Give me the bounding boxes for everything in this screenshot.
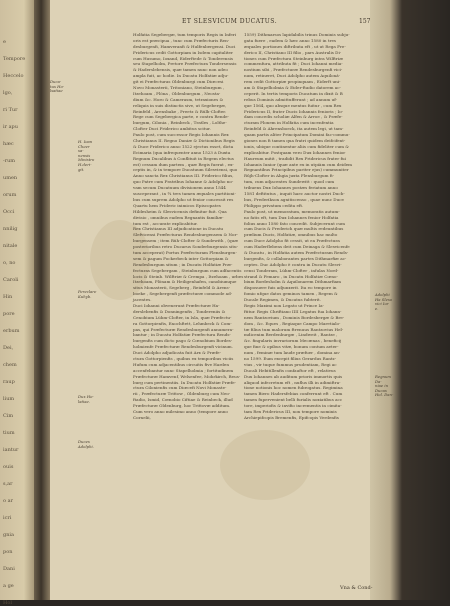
paper-stain bbox=[220, 430, 310, 500]
margin-note-line: H. Ioan bbox=[78, 139, 93, 144]
left-page-fragment: s,ar bbox=[3, 481, 13, 487]
text-line: derslebenfis & Donningenfis , Tondereniis & bbox=[133, 308, 226, 314]
text-line: Hufum cum adjacentibus circuitis five Harden bbox=[133, 361, 229, 367]
left-page-fragment: Tempore bbox=[3, 56, 26, 62]
text-line: bantur ; in Ducatu Holfatiæ Præfectura Rends- bbox=[133, 332, 231, 338]
text-line: rii , Præfecturæ Trittow , Oldenburg cum Neo- bbox=[133, 391, 231, 397]
text-line: accenfebantur nunc Stapelholmia ; fortitudinem bbox=[133, 367, 234, 373]
text-line: no fatis eft, tum Dux Iohannes fenior Holfatia bbox=[244, 214, 339, 220]
left-page-fragment: o, no bbox=[3, 260, 16, 266]
text-line: jacentes. bbox=[133, 297, 152, 303]
text-line: holmienfe Præfecturæ Rendesburgenfi vicinum. bbox=[133, 344, 233, 350]
text-line: & Haderslebensis, quæ tamen nunc non adeo bbox=[133, 67, 228, 73]
text-line: tam Rex Fridericus III, non tempore nominis bbox=[244, 409, 337, 414]
left-page-fragment: orum bbox=[3, 192, 17, 198]
text-line: cum Husumo, Ioxand, Eiderftede & Tonderensis bbox=[133, 55, 233, 61]
text-line: reliquis in suis distinctis sive, ut Segebergæ, bbox=[133, 102, 227, 108]
text-line: Rûjh-Clofter in Ahgia juxta Flensburgum fi- bbox=[244, 173, 334, 179]
margin-note bbox=[50, 80, 72, 94]
book-gutter bbox=[34, 0, 50, 600]
text-line: 1581 deftitutus , inquit haec auctor nostri Ducb- bbox=[244, 191, 345, 197]
text-line: Reinfeld & Ahrensboeck, ita autem legi, ut tam- bbox=[244, 126, 344, 132]
text-line: derico II, Christiano III filio , pars Australis Di- bbox=[244, 49, 342, 55]
text-line: tiones cum Præfectura Steinburg intra Wilftriæ bbox=[244, 55, 344, 61]
text-line: Ducale Regimen, & Ducatus fubterit. bbox=[244, 297, 321, 303]
text-line: Præfecturæ Oldenburg, hoc Trittovæ additum. bbox=[133, 403, 231, 409]
text-line: quo Patre cum Fratribus Iohanne & Adolpho no- bbox=[133, 179, 234, 185]
text-line: Rege cum Segebergica parte, e contra Rende- bbox=[133, 114, 229, 120]
text-line: cum Ducis & Frederich quæ multis redeuntibus bbox=[244, 226, 344, 232]
margin-note-line: Duces bbox=[78, 439, 90, 444]
text-line: vam secum Ducatuum divisionem anno 1544 bbox=[133, 185, 226, 191]
margin-note-line: Adolphi. bbox=[78, 443, 94, 449]
text-line: cum Haderflebens deit cum Deinaga & Slesvicenfe bbox=[244, 244, 350, 250]
margin-note-line: Kuhyb. bbox=[78, 293, 92, 299]
text-line: mdicenim Berdenburgæ , Lindweit , Rantze , bbox=[244, 332, 338, 338]
text-line: ceperit. In tertis temporis Ducatum in dixit & B bbox=[244, 90, 343, 96]
margin-note bbox=[78, 140, 100, 172]
text-line: gata fuere , eadem & hæc anno 1580 in tres bbox=[244, 37, 336, 43]
left-page-fragment: umen bbox=[3, 175, 18, 181]
left-page-fragment: Hol bbox=[3, 600, 12, 606]
text-line: Christianus II. Regno Daniæ & Dictionibus Regis bbox=[133, 138, 235, 144]
text-line: & Ducatu , in Holfatia autem Præfecturam Rends- bbox=[244, 249, 349, 255]
left-page-fragment: Cim bbox=[3, 413, 14, 419]
text-line: cturam Plonem in Holfatia cum incenfentia bbox=[244, 120, 334, 126]
text-line: fecturas Segebergam , Steinburgum cum adfacentis bbox=[133, 267, 242, 273]
text-line: Holfatia Segebergæ, tum temporis Regis in Inferi bbox=[133, 32, 237, 37]
text-line: pas, qui Præfecturæ Rendesburgenfi annumera- bbox=[133, 326, 234, 332]
text-line: burgensem ; item Rüh-Clofter & Sundewith , (quæ bbox=[133, 238, 239, 244]
left-page-fragment: raup bbox=[3, 379, 15, 385]
text-line: tum est , accurate explicabitur. bbox=[133, 220, 198, 226]
text-line: nostium sibi , Præfecturæ Rendesburgenfi vici- bbox=[244, 67, 343, 73]
text-line: burgenfis, & collaborantes partes Dithmarfiæ ac- bbox=[244, 255, 347, 261]
text-line: bus, Frederikson agnitiscenso , quae nunc Duce bbox=[244, 196, 344, 202]
text-line: prælium Ducis, Holfatiæ, omnibus hac multo bbox=[244, 232, 338, 238]
text-line: ampla fuit, ac hodie. In Ducatu Holfatiæ adju- bbox=[133, 73, 229, 79]
text-line: ceptis in, & in tempore Ducatuum Silesviensi, quo bbox=[133, 167, 238, 173]
text-line: Rendesburgum situm ; in Ducatu Holfatiæ Præ- bbox=[133, 261, 233, 267]
text-line: Duci Iohanni obvenerunt Præfecturæ Ha- bbox=[133, 302, 220, 308]
margin-note-line: latiae. bbox=[78, 398, 90, 404]
left-page-fragment: -rum bbox=[3, 158, 16, 164]
text-line: Iohannis Iunior (quæ ante ex in utpiàm cum deidem bbox=[244, 161, 353, 167]
text-line: disposuere fuis adjunxerit. Ita eo tempore in bbox=[244, 285, 337, 291]
left-page-fragment: a ge bbox=[3, 583, 14, 589]
left-page-fragment: pore bbox=[3, 311, 15, 317]
margin-note-line: Ha Sleso bbox=[375, 296, 393, 302]
text-line: explicabitur. Postquam vero Dux Iohannes fenior bbox=[244, 149, 346, 155]
text-line: dom , &c. Eques , Regiaque Campo Maretialo- bbox=[244, 320, 341, 326]
text-line: locis & Steinb. Wilftriæ & Crempa , Itzehoam , urbes bbox=[133, 273, 244, 279]
text-line: Regnantibus Principibus pariter ejus) cummuniter bbox=[244, 167, 349, 173]
left-page-fragment: Dani bbox=[3, 566, 15, 572]
catchword: Vna & Cond- bbox=[340, 585, 373, 591]
text-column-right bbox=[244, 32, 354, 421]
text-line: Duci Adolpho adjudicata fuit Arx & Præfe- bbox=[133, 350, 221, 356]
text-line: am & Stapelholmia & Eider-ftadio datorem ac- bbox=[244, 85, 341, 91]
text-line: bus cum suprem Adolpho ut fenior concessit res bbox=[133, 196, 234, 202]
left-page-fragment: hæc bbox=[3, 141, 14, 147]
text-line: burg cum pertinentiis. In Ducatu Holfatiæ Præfe- bbox=[133, 379, 236, 385]
text-line: rebus Dominis admittufferunt ; ad annum uf- bbox=[244, 96, 337, 102]
text-line: cum Duce Adolpho fit cessit, ut ea Præfectura bbox=[244, 238, 340, 244]
text-line: aliquod infecretum eft , nuflus illi in adimiftra- bbox=[244, 379, 341, 385]
text-line: git ei Præfecturas Oldenburgi cum Diœcesi bbox=[133, 79, 224, 85]
margin-note-line: Adolphi bbox=[375, 292, 390, 297]
text-line: sem & pagum Fockerbeck inter Gottorpiam & bbox=[133, 255, 229, 261]
text-line: num , feminæ tum laude præfuer , domina an- bbox=[244, 350, 341, 356]
text-line: Rex Christianus III adjudicatione in Ducatu bbox=[133, 226, 224, 232]
text-line: ftadio, Ismid, Cœnobio Ciftiae & Reinbeck, illud bbox=[133, 397, 233, 403]
text-line: quam partis aliter Principatum Domini fac-commu- bbox=[244, 132, 350, 138]
text-line: Fridericus II, frater Ducis Iohannis fenioris ; Io- bbox=[244, 108, 344, 114]
text-line: tum, cum adjacentes Sundewitt : quod cum bbox=[244, 179, 335, 185]
text-line: tamen Biero Hadersfebias conferrunt eft . Cum bbox=[244, 391, 343, 397]
margin-note-line: sa- bbox=[78, 148, 84, 154]
left-page-fragment: icri bbox=[3, 515, 12, 521]
text-line: oris est præcipua , tunc cum Præfecturis Ren- bbox=[133, 37, 230, 43]
text-line: ctura Cilonienfis cum Diœcefi Novi Monaste- bbox=[133, 385, 227, 391]
text-line: Haureum mitit , tradidit Rex Fridericus frater fui bbox=[244, 155, 346, 161]
left-page-fragment: ir apu bbox=[3, 124, 18, 130]
text-line: tione notionis hoc nomen fubrogatus. Regimina bbox=[244, 385, 343, 391]
text-line: susceperant , in ¾ tres tamen æquales partitioni- bbox=[133, 191, 236, 197]
left-page-fragment: Dei, bbox=[3, 345, 14, 351]
text-line: Ducali Hebitillenfis confauftor eft , relativus bbox=[244, 367, 336, 373]
margin-note-line: git. bbox=[78, 166, 85, 172]
text-line: boeke , Segebergenfi præfecturæ commode ad- bbox=[133, 291, 233, 297]
text-line: Cornelii, bbox=[133, 414, 151, 420]
text-line: Philippo privatum cedita eft. bbox=[244, 202, 304, 208]
text-line: Reinfeld , Arensbake , Preetz & Rülh-Clofter. bbox=[133, 108, 227, 114]
text-line: Itzehoam, Plönam & Heiligenhafen, canobiumque bbox=[133, 279, 237, 285]
text-line: æquales portiones diftributa eft , ut ut Rega Fre- bbox=[244, 43, 346, 49]
text-line: strand & Femaro , in Ducatu Holfatiæ Cœno- bbox=[244, 273, 338, 279]
left-page-fragment: ri Tur bbox=[3, 107, 18, 113]
left-page-fragment: o ar bbox=[3, 498, 13, 504]
text-line: folius anno 1580 fato concedit. Subjecerunt cum bbox=[244, 220, 345, 226]
margin-note-line: Duca- bbox=[50, 79, 62, 84]
margin-note-line: niae in Ducas bbox=[375, 383, 389, 393]
text-line: divisio , omnibus eadem Regnantis familiæ- bbox=[133, 214, 224, 220]
text-line: bium Bordesholm & Aquilonarem Dithmarfiam bbox=[244, 279, 342, 285]
margin-note-line: Dux Ho- bbox=[78, 394, 94, 399]
text-line: ftitur. Regis Chriftiano IIII Legatus fua Iohann- bbox=[244, 308, 342, 314]
text-line: burgum, Cilonia , Reinbeck , Tratles , Lolthe- bbox=[133, 120, 227, 126]
running-head: ET SLESVICUM DUCATUS. bbox=[182, 18, 278, 25]
text-line: censi Tonderam, Lühm-Clofter , infulas Nord- bbox=[244, 267, 339, 273]
margin-note-line: e. bbox=[375, 305, 379, 311]
text-line: Paulo post, cum successor Regis Iohannis Rex bbox=[133, 132, 229, 138]
left-page bbox=[0, 0, 34, 606]
left-page-fragment: tium bbox=[3, 430, 15, 436]
margin-note-line: Pereclare bbox=[78, 289, 97, 294]
margin-note bbox=[78, 290, 100, 299]
left-page-fragment: gnia bbox=[3, 532, 15, 538]
text-line: &c. fingularis invrariorum Mecænas , beneficij bbox=[244, 338, 342, 344]
text-line: commenfura, attributa fit ; Duci Iohanni media- bbox=[244, 61, 343, 67]
text-line: tamen fupervenient belli furialis noxiatibus acc bbox=[244, 397, 343, 403]
text-line: Itzehoam , Plöna , Oldenburgum , Neosta- bbox=[133, 90, 221, 96]
text-line: tribuens Dux Iohannes postæs feriatum anno bbox=[244, 185, 338, 191]
text-line: tum acceperat) Portus Præfecturam Flensburgen- bbox=[133, 249, 237, 255]
margin-note-line: vici Iur bbox=[375, 301, 389, 307]
margin-note bbox=[375, 293, 397, 311]
text-line: burgenfis cum dicto pago & Cœnobium Bordes- bbox=[133, 338, 233, 344]
text-line: nem Rantzovium , Dominis Bordesbergæ & Bre- bbox=[244, 314, 345, 320]
left-page-fragment: Heccelo bbox=[3, 73, 24, 79]
text-line: est) cessam dum partem , quæ Regis fuerat , ex- bbox=[133, 161, 234, 167]
text-line: ra Gottorpienfis, Enochftett, Lehmbeck & Com- bbox=[133, 320, 232, 326]
text-line: Fridericus cedit Gottorpiam in Isdem capitaliter bbox=[133, 49, 233, 55]
left-page-fragment: nitale bbox=[3, 243, 18, 249]
margin-note-line: nensis bbox=[78, 152, 91, 158]
margin-note-line: Hol. Dan- bbox=[375, 392, 394, 398]
text-line: Hildesheim & Slesvicensis definitur fuit. Qua bbox=[133, 208, 227, 214]
margin-note bbox=[375, 375, 397, 398]
left-page-fragment: iantur bbox=[3, 447, 19, 453]
margin-note-line: tus Ho- bbox=[50, 83, 65, 89]
text-line: & Duce Friderico anno 1522 ejectus esset, dicta bbox=[133, 143, 234, 149]
text-line: que 1564, quo absque mentus fuitur , cum Rex bbox=[244, 102, 342, 108]
text-line: Novo Monasterii, Tritoniano, Steinburgum , bbox=[133, 85, 225, 91]
margin-note bbox=[78, 395, 100, 404]
text-line: Dux Iohannes ab auditum prioris immortis quis bbox=[244, 373, 343, 379]
text-line: rem cedit Gottorpiæ propinquam , Eiderft uni- bbox=[244, 79, 341, 85]
text-line: seu Stapelholm, Pretore Præfectura Tondersensis bbox=[133, 61, 237, 67]
text-line: Paulo post, ut memoratum, memoratis autum- bbox=[244, 208, 340, 214]
left-page-fragment: pon bbox=[3, 549, 13, 555]
text-line: ionis, ubique continentur aliis cum fideliter cum & bbox=[244, 143, 349, 149]
text-line: no 1599. Eum excepit filius Gerardus Rantz- bbox=[244, 355, 337, 361]
page-number: 157 bbox=[359, 18, 371, 25]
text-line: Cenobium Lühm-Clofter, in Isla, quæ Præfectu- bbox=[133, 314, 232, 320]
text-line: Quartu hem Frideric inimicos Episcopates bbox=[133, 202, 221, 208]
text-line: posterioribus retro Ducarus Sonderburgensis situ- bbox=[133, 244, 238, 250]
text-line: tore, imperiofis & invifio incrementis in cimita- bbox=[244, 403, 342, 409]
margin-note-line: Cheer bbox=[78, 143, 90, 149]
text-line: Regnum Ducalibus à Conflituit in Regem electus bbox=[133, 155, 234, 161]
text-line: 1559) Dithmarsos lapidabilis trinus Dominis subju- bbox=[244, 32, 350, 37]
text-line: tæ filius tum malorum ftrenuus Rantzovius Hel- bbox=[244, 326, 344, 332]
left-page-fragment: Hin bbox=[3, 294, 13, 300]
text-line: Slefvicensi Præfecturas Rendesburgensem & Nor- bbox=[133, 232, 238, 238]
left-page-fragment: lium bbox=[3, 396, 15, 402]
text-line: Cum vero anno milesimo anno (tempore anno bbox=[133, 409, 228, 414]
text-line: Ecimaria (qua infrequenter anno 1523 à Duxta bbox=[133, 149, 231, 155]
text-line: dium &c. Horo & Camerasm, tetraxiones & bbox=[133, 96, 224, 102]
text-line: que fine & opibus vitæ, bonum contum aeter- bbox=[244, 344, 339, 350]
left-page-fragment: chem bbox=[3, 362, 17, 368]
left-page-fragment: nnilig bbox=[3, 226, 18, 232]
text-line: num, retineret, Duci Adolpho autem Aquiloná- bbox=[244, 73, 341, 79]
text-line: Clofter Duci Friderico ambitus scitur. bbox=[133, 126, 211, 132]
text-line: Archiepifcopis Bremenfis, Epifcopis Verdenfis bbox=[244, 414, 339, 420]
margin-note-line: Ministro bbox=[78, 157, 95, 163]
margin-note-line: Regnum Da- bbox=[375, 374, 392, 384]
left-page-fragment: e bbox=[3, 39, 6, 45]
text-line: Præfecturæ Hamvenf, Welsenfee, Mohrkirch, Beus- bbox=[133, 373, 241, 379]
left-page-fragment: erbum bbox=[3, 328, 20, 334]
left-page-fragment: ouis bbox=[3, 464, 14, 470]
text-line: situs Monasterii, Segeberg , Reinfeld & Arens- bbox=[133, 285, 230, 291]
left-page-fragment: Caroli bbox=[3, 277, 19, 283]
text-line: fomio ufque datos geminos tamen , Regem & bbox=[244, 291, 338, 297]
text-column-left bbox=[133, 32, 243, 421]
text-line: desburgenfi, Hamveranfi & Hulfenbergensi. Duci bbox=[133, 43, 236, 49]
left-page-fragment: lgo, bbox=[3, 90, 13, 96]
text-line: ctura Gottorpienfis , quibus ex temporibus viciis bbox=[133, 355, 234, 361]
text-line: Regis Maximi non Legato ut Prince Ia- bbox=[244, 302, 324, 308]
text-line: giones non fi tamen qua fratri quidem deifcifent- bbox=[244, 138, 346, 144]
text-line: Anno sancta Rex Christianus III. Friderico filius, bbox=[133, 173, 234, 179]
margin-note-line: H.deri- bbox=[78, 161, 92, 167]
margin-note bbox=[78, 440, 100, 449]
margin-note-line: lsatiae bbox=[50, 88, 63, 94]
text-line: dam concedis scholiæ Alfen & Arroe , & Præfe- bbox=[244, 114, 343, 120]
text-line: ceptes. Duc Adolpho è contra in Ducatu Slesvi- bbox=[244, 261, 342, 267]
left-page-fragment: Occi bbox=[3, 209, 15, 215]
text-line: vius , vir tuque fummus prudentiam, Regi ac bbox=[244, 361, 337, 367]
